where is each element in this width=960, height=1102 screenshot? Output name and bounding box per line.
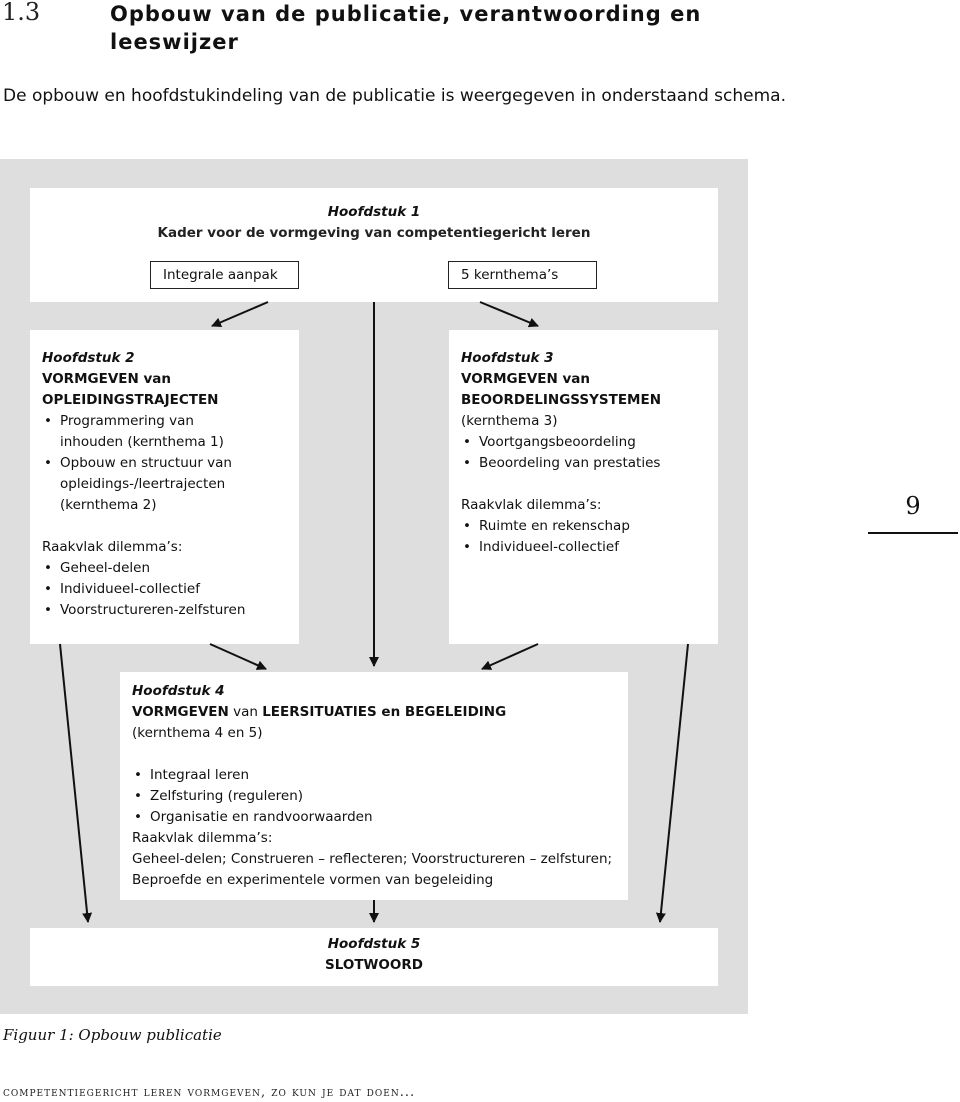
arrow-ch2-to-ch5 (60, 644, 88, 922)
running-footer: competentiegericht leren vormgeven, zo kun je dat doen... (3, 1085, 416, 1100)
section-number: 1.3 (2, 0, 41, 26)
chip-integrale-aanpak: Integrale aanpak (150, 261, 299, 289)
chip-kernthemas: 5 kernthema’s (448, 261, 597, 289)
arrow-ch2-to-ch4 (210, 644, 266, 669)
chapter-4-title-part: VORMGEVEN (132, 704, 229, 720)
section-title: Opbouw van de publicatie, verantwoording en leeswijzer (110, 2, 702, 54)
list-item: • Organisatie en randvoorwaarden (132, 807, 628, 828)
list-item: • Geheel-delen (42, 558, 299, 579)
arrow-ch3-to-ch4 (482, 644, 538, 669)
chapter-3-title-line1: VORMGEVEN van (461, 371, 591, 387)
list-item: • Programmering van inhouden (kernthema 1) (42, 411, 252, 453)
chapter-2-title-line2: OPLEIDINGSTRAJECTEN (42, 392, 219, 408)
list-item: • Voorstructureren-zelfsturen (42, 600, 299, 621)
list-item: • Individueel-collectief (461, 537, 718, 558)
chapter-4-title-part: en (376, 704, 405, 720)
chapter-4-label: Hoofdstuk 4 (132, 683, 225, 699)
arrow-ch3-to-ch5 (660, 644, 688, 922)
chapter-3-dilemma-label: Raakvlak dilemma’s: (461, 497, 602, 513)
chapter-4-dilemma-line2: Beproefde en experimentele vormen van begeleiding (132, 872, 494, 888)
list-item: • Beoordeling van prestaties (461, 453, 718, 474)
page-number-rule (868, 532, 958, 534)
chapter-1-label: Hoofdstuk 1 (327, 204, 421, 220)
chapter-2-title-line1: VORMGEVEN van (42, 371, 172, 387)
arrow-ch1-to-ch3 (480, 302, 538, 326)
figure-caption: Figuur 1: Opbouw publicatie (3, 1026, 222, 1044)
chapter-5-title: SLOTWOORD (325, 957, 423, 973)
chapter-4-dilemma-line1: Geheel-delen; Construeren – reflecteren; Voorstructureren – zelfsturen; (132, 851, 613, 867)
chapter-3-sub: (kernthema 3) (461, 413, 558, 429)
list-item: • Voortgangsbeoordeling (461, 432, 718, 453)
list-item: • Opbouw en structuur van opleidings-/leertrajecten (kernthema 2) (42, 453, 252, 516)
arrow-ch1-to-ch2 (212, 302, 268, 326)
list-item: • Ruimte en rekenschap (461, 516, 718, 537)
chapter-4-dilemma-label: Raakvlak dilemma’s: (132, 830, 273, 846)
chapter-4-title-part: BEGELEIDING (404, 704, 507, 720)
chapter-4-title-part: van (228, 704, 263, 720)
chapter-3-title-line2: BEOORDELINGSSYSTEMEN (461, 392, 662, 408)
chapter-5-label: Hoofdstuk 5 (327, 936, 421, 952)
chapter-4-sub: (kernthema 4 en 5) (132, 725, 263, 741)
page-number: 9 (905, 492, 921, 520)
intro-text: De opbouw en hoofdstukindeling van de publicatie is weergegeven in onderstaand schema. (3, 86, 786, 106)
list-item: • Integraal leren (132, 765, 628, 786)
chapter-4-title-part: LEERSITUATIES (262, 704, 377, 720)
chapter-1-title: Kader voor de vormgeving van competentiegericht leren (157, 225, 591, 241)
list-item: • Individueel-collectief (42, 579, 299, 600)
chapter-3-label: Hoofdstuk 3 (461, 350, 554, 366)
list-item: • Zelfsturing (reguleren) (132, 786, 628, 807)
chapter-2-dilemma-label: Raakvlak dilemma’s: (42, 539, 183, 555)
chapter-2-label: Hoofdstuk 2 (42, 350, 135, 366)
